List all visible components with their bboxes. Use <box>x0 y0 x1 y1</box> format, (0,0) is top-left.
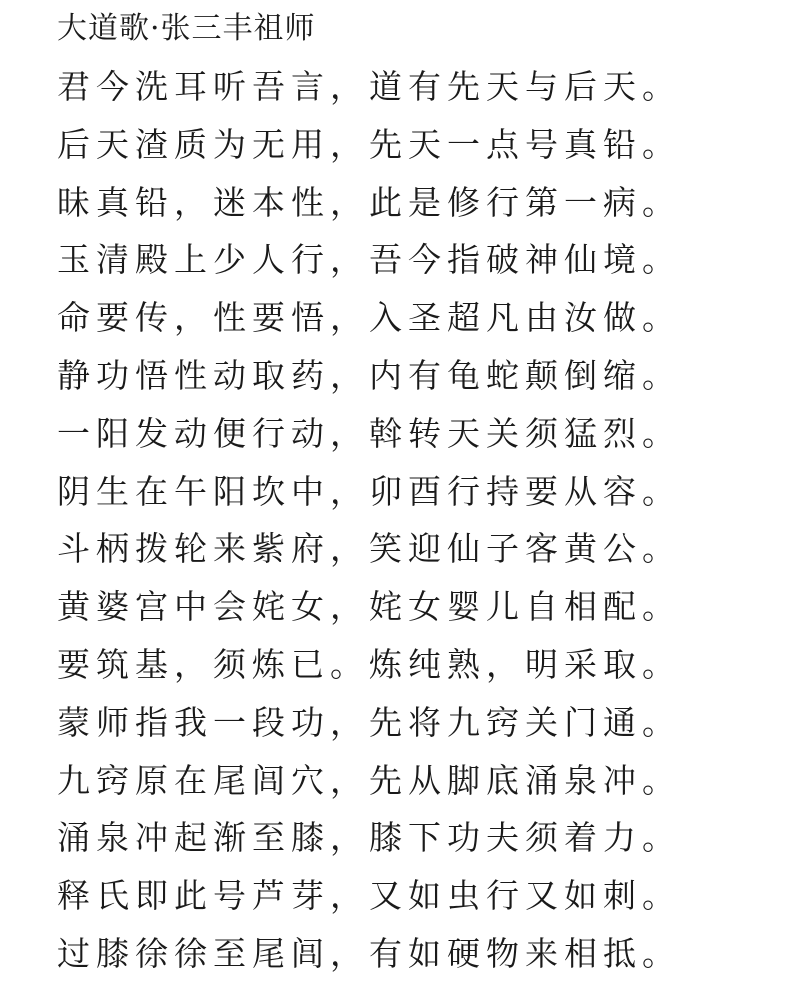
poem-line: 静功悟性动取药，内有龟蛇颠倒缩。 <box>57 355 681 395</box>
poem-line: 九窍原在尾闾穴，先从脚底涌泉冲。 <box>57 760 681 800</box>
poem-line: 斗柄拨轮来紫府，笑迎仙子客黄公。 <box>57 529 681 569</box>
poem-line: 要筑基，须炼已。炼纯熟，明采取。 <box>57 644 681 684</box>
poem-line: 阴生在午阳坎中，卯酉行持要从容。 <box>57 471 681 511</box>
poem-title: 大道歌·张三丰祖师 <box>57 11 316 46</box>
poem-line: 玉清殿上少人行，吾今指破神仙境。 <box>57 240 681 280</box>
poem-line: 蒙师指我一段功，先将九窍关门通。 <box>57 702 681 742</box>
document-page <box>57 0 787 983</box>
poem-line: 后天渣质为无用，先天一点号真铅。 <box>57 124 681 164</box>
poem-line: 黄婆宫中会姹女，姹女婴儿自相配。 <box>57 587 681 627</box>
poem-line: 释氏即此号芦芽，又如虫行又如刺。 <box>57 876 681 916</box>
poem-line: 命要传，性要悟，入圣超凡由汝做。 <box>57 298 681 338</box>
poem-line: 一阳发动便行动，斡转天关须猛烈。 <box>57 413 681 453</box>
poem-line: 涌泉冲起渐至膝，膝下功夫须着力。 <box>57 818 681 858</box>
poem-line: 过膝徐徐至尾闾，有如硬物来相抵。 <box>57 933 681 973</box>
poem-line: 昧真铅，迷本性，此是修行第一病。 <box>57 182 681 222</box>
poem-line: 君今洗耳听吾言，道有先天与后天。 <box>57 67 681 106</box>
poem-lines <box>57 58 787 983</box>
